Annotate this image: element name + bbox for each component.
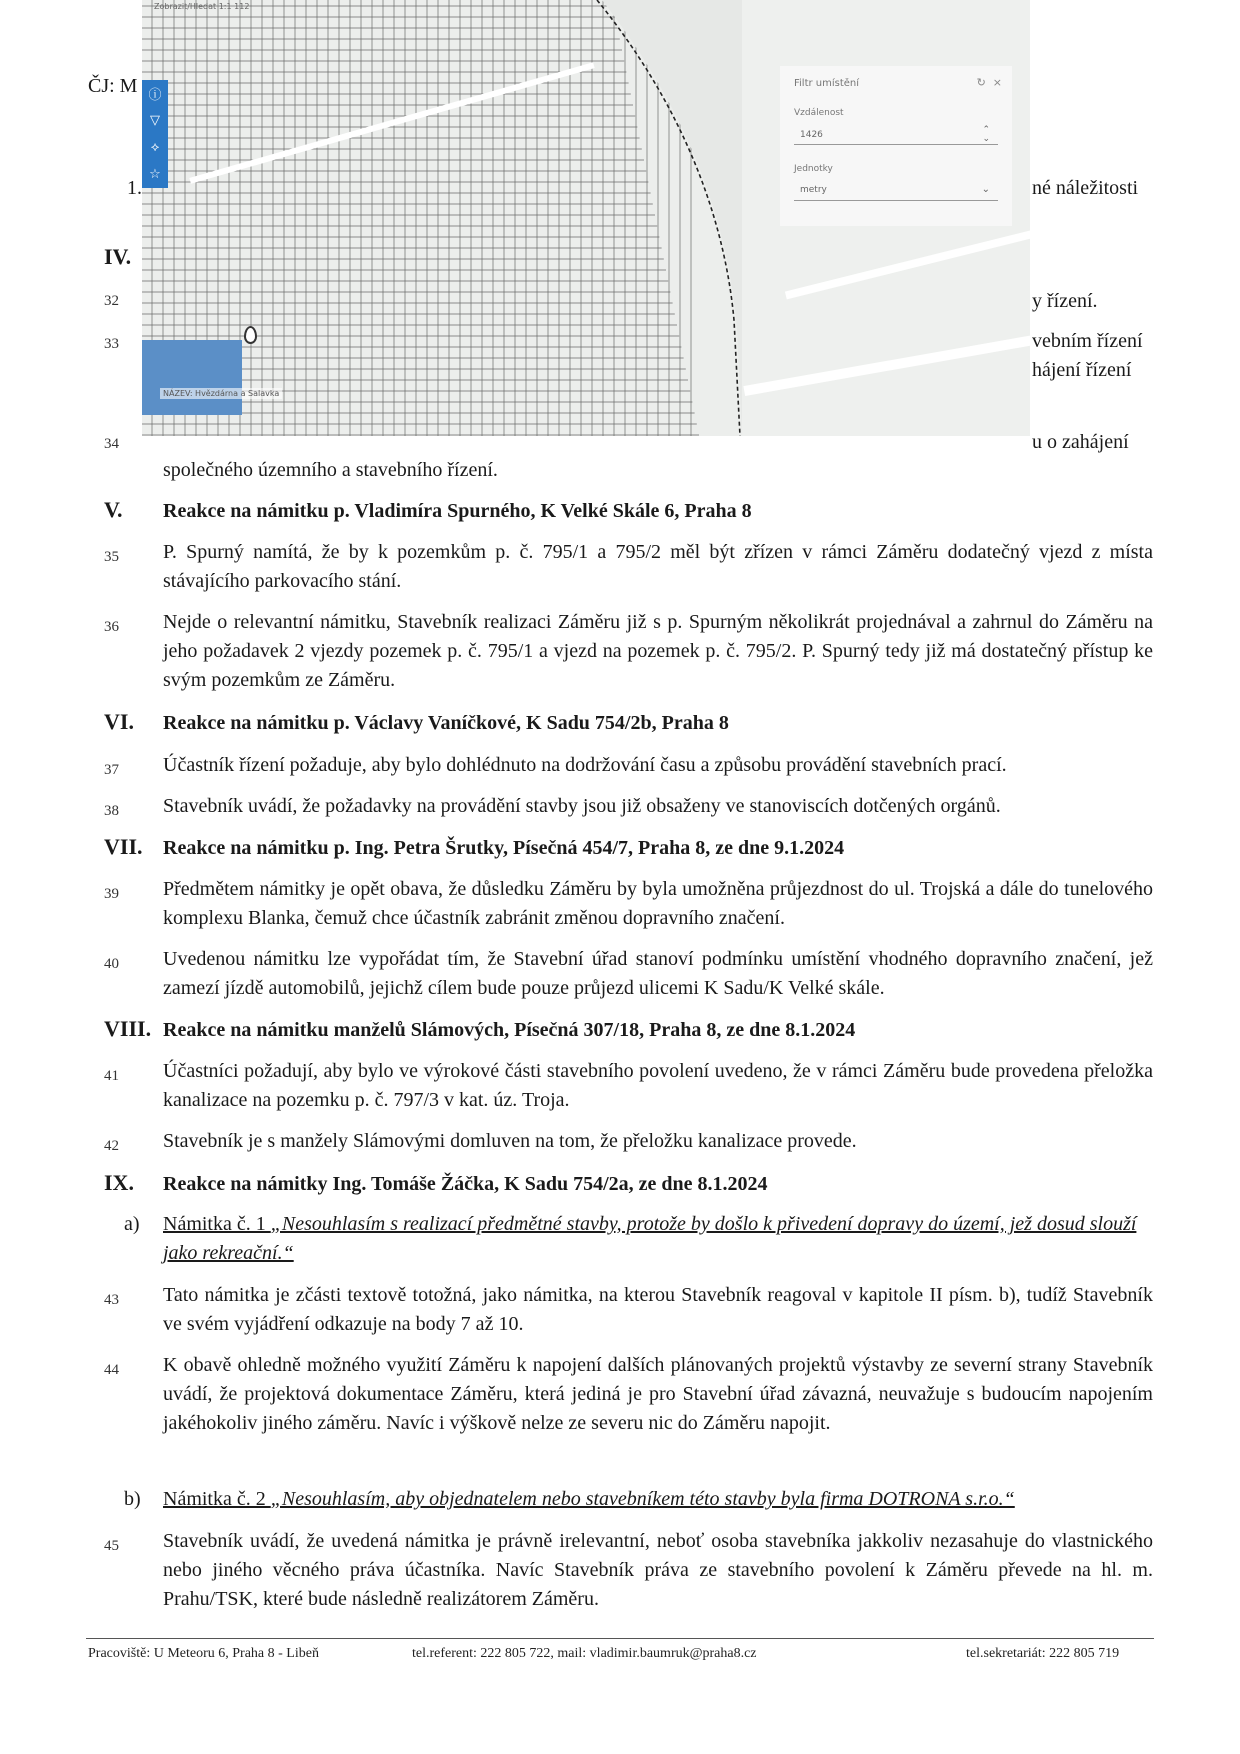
spinner-icon[interactable]: ⌃ ⌄ xyxy=(982,125,990,144)
p34-line2: společného územního a stavebního řízení. xyxy=(163,459,498,481)
footer-divider xyxy=(86,1638,1154,1639)
paragraph-37: Účastník řízení požaduje, aby bylo dohlédnuto na dodržování času a způsobu provádění stavebních prací. xyxy=(163,754,1007,776)
info-icon[interactable]: ⓘ xyxy=(148,88,162,103)
paragraph-38: Stavebník uvádí, že požadavky na provádění stavby jsou již obsaženy ve stanoviscích dotčených orgánů. xyxy=(163,795,1001,817)
units-value: metry xyxy=(800,185,827,195)
star-icon[interactable]: ☆ xyxy=(149,167,161,182)
p34-tail-fragment: u o zahájení xyxy=(1032,431,1129,453)
paragraph-35: P. Spurný namítá, že by k pozemkům p. č. 795/1 a 795/2 měl být zřízen v rámci Záměru dodatečný vjezd z místa stávajícího parkovacího stání. xyxy=(163,541,1153,592)
paragraph-number-40: 40 xyxy=(104,956,119,972)
item1-tail-fragment: né náležitosti xyxy=(1032,177,1139,199)
map-scale-label: Zobrazit/Hledat 1:1 112 xyxy=(154,2,250,11)
footer-workplace: Pracoviště: U Meteoru 6, Praha 8 - Libeň xyxy=(88,1646,319,1661)
p32-tail-fragment: y řízení. xyxy=(1032,290,1098,312)
chevron-down-icon[interactable]: ⌄ xyxy=(981,184,990,195)
item1-number-fragment: 1. xyxy=(127,177,142,199)
section-ix-heading: IX. Reakce na námitky Ing. Tomáše Žáčka, K Sadu 754/2a, ze dne 8.1.2024 xyxy=(104,1170,768,1195)
paragraph-number-42: 42 xyxy=(104,1138,119,1154)
distance-label: Vzdálenost xyxy=(794,108,844,118)
distance-value: 1426 xyxy=(800,130,823,140)
section-viii-heading: VIII. Reakce na námitku manželů Slámových, Písečná 307/18, Praha 8, ze dne 8.1.2024 xyxy=(104,1016,856,1041)
map-toolbar xyxy=(142,80,168,188)
paragraph-number-41: 41 xyxy=(104,1068,119,1084)
objection-b: b) Námitka č. 2 „Nesouhlasím, aby objednatelem nebo stavebníkem této stavby byla firma DOTRONA s.r.o.“ xyxy=(124,1488,1015,1510)
paragraph-44: K obavě ohledně možného využití Záměru k napojení dalších plánovaných projektů výstavby ze severní strany Stavebník uvádí, že projektová dokumentace Záměru, která jediná je pro Stavební úřad závazná, neuvažuje s budoucím napojením jakéhokoliv jiného záměru. Navíc i výškově nelze ze severu nic do Záměru napojit. xyxy=(163,1354,1153,1434)
map-road-3 xyxy=(743,334,1030,396)
paragraph-number-44: 44 xyxy=(104,1362,119,1378)
paragraph-number-45: 45 xyxy=(104,1538,119,1554)
p33-tail-fragment-2: hájení řízení xyxy=(1032,359,1132,381)
p33-tail-fragment-1: vebním řízení xyxy=(1032,330,1143,352)
map-feature-label: NÁZEV: Hvězdárna a Salavka xyxy=(160,388,282,399)
units-label: Jednotky xyxy=(794,164,833,174)
paragraph-39: Předmětem námitky je opět obava, že důsledku Záměru by byla umožněna průjezdnost do ul. Trojská a dále do tunelového komplexu Blanka, čemuž chce účastník zabránit změnou dopravního značení. xyxy=(163,878,1153,929)
map-water-area xyxy=(142,340,242,415)
panel-controls xyxy=(977,76,1002,89)
location-filter-panel xyxy=(780,66,1012,226)
close-icon[interactable]: × xyxy=(992,76,1002,89)
section-v-heading: V. Reakce na námitku p. Vladimíra Spurného, K Velké Skále 6, Praha 8 xyxy=(104,497,752,522)
section-vi-heading: VI. Reakce na námitku p. Václavy Vaníčkové, K Sadu 754/2b, Praha 8 xyxy=(104,709,729,734)
distance-input[interactable] xyxy=(794,126,998,145)
paragraph-45: Stavebník uvádí, že uvedená námitka je právně irelevantní, neboť osoba stavebníka jakkoliv nezasahuje do vlastnického nebo jiného věcného práva účastníka. Navíc Stavebník práva ze stavebního povolení k Záměru převede na hl. m. Prahu/TSK, které bude následně realizátorem Záměru. xyxy=(163,1530,1153,1610)
locate-icon[interactable]: ⟡ xyxy=(150,140,160,155)
paragraph-number-39: 39 xyxy=(104,886,119,902)
footer-referent: tel.referent: 222 805 722, mail: vladimir.baumruk@praha8.cz xyxy=(412,1646,757,1661)
footer-secretariat: tel.sekretariát: 222 805 719 xyxy=(966,1646,1120,1661)
paragraph-number-38: 38 xyxy=(104,803,119,819)
paragraph-number-33: 33 xyxy=(104,336,119,352)
paragraph-40: Uvedenou námitku lze vypořádat tím, že Stavební úřad stanoví podmínku umístění vhodného dopravního značení, jež zamezí jízdě automobilů, jejichž cílem bude pouze průjezd ulicemi K Sadu/K Velké skále. xyxy=(163,948,1153,999)
map-road-2 xyxy=(785,229,1030,300)
units-select[interactable] xyxy=(794,180,998,201)
paragraph-36: Nejde o relevantní námitku, Stavebník realizaci Záměru již s p. Spurným několikrát projednával a zahrnul do Záměru na jeho požadavek 2 vjezdy pozemek p. č. 795/1 a vjezd na pozemek p. č. 795/2. P. Spurný tedy již má dostatečný přístup ke svým pozemkům ze Záměru. xyxy=(163,611,1153,691)
case-number-fragment: ČJ: M xyxy=(88,75,138,97)
paragraph-number-35: 35 xyxy=(104,549,119,565)
map-overlay[interactable] xyxy=(142,0,1030,436)
paragraph-43: Tato námitka je zčásti textově totožná, jako námitka, na kterou Stavebník reagoval v kapitole II písm. b), tudíž Stavebník ve svém vyjádření odkazuje na body 7 až 10. xyxy=(163,1284,1153,1335)
paragraph-number-34: 34 xyxy=(104,436,119,452)
objection-a: a) Námitka č. 1 „Nesouhlasím s realizací předmětné stavby, protože by došlo k přivedení dopravy do území, jež dosud slouží jako rekreační.“ xyxy=(124,1213,1137,1264)
paragraph-41: Účastníci požadují, aby bylo ve výrokové části stavebního povolení uvedeno, že v rámci Záměru bude provedena přeložka kanalizace na pozemku p. č. 797/3 v kat. úz. Troja. xyxy=(163,1060,1153,1111)
paragraph-number-32: 32 xyxy=(104,293,119,309)
section-iv-heading: IV. xyxy=(104,244,132,269)
panel-title: Filtr umístění xyxy=(794,78,860,89)
reset-icon[interactable]: ↻ xyxy=(976,76,986,89)
paragraph-number-43: 43 xyxy=(104,1292,119,1308)
paragraph-number-37: 37 xyxy=(104,762,119,778)
paragraph-number-36: 36 xyxy=(104,619,119,635)
paragraph-42: Stavebník je s manžely Slámovými domluven na tom, že přeložku kanalizace provede. xyxy=(163,1130,857,1152)
map-pin-icon[interactable] xyxy=(244,326,257,344)
section-vii-heading: VII. Reakce na námitku p. Ing. Petra Šrutky, Písečná 454/7, Praha 8, ze dne 9.1.2024 xyxy=(104,834,845,859)
filter-icon[interactable]: ▽ xyxy=(150,113,160,128)
